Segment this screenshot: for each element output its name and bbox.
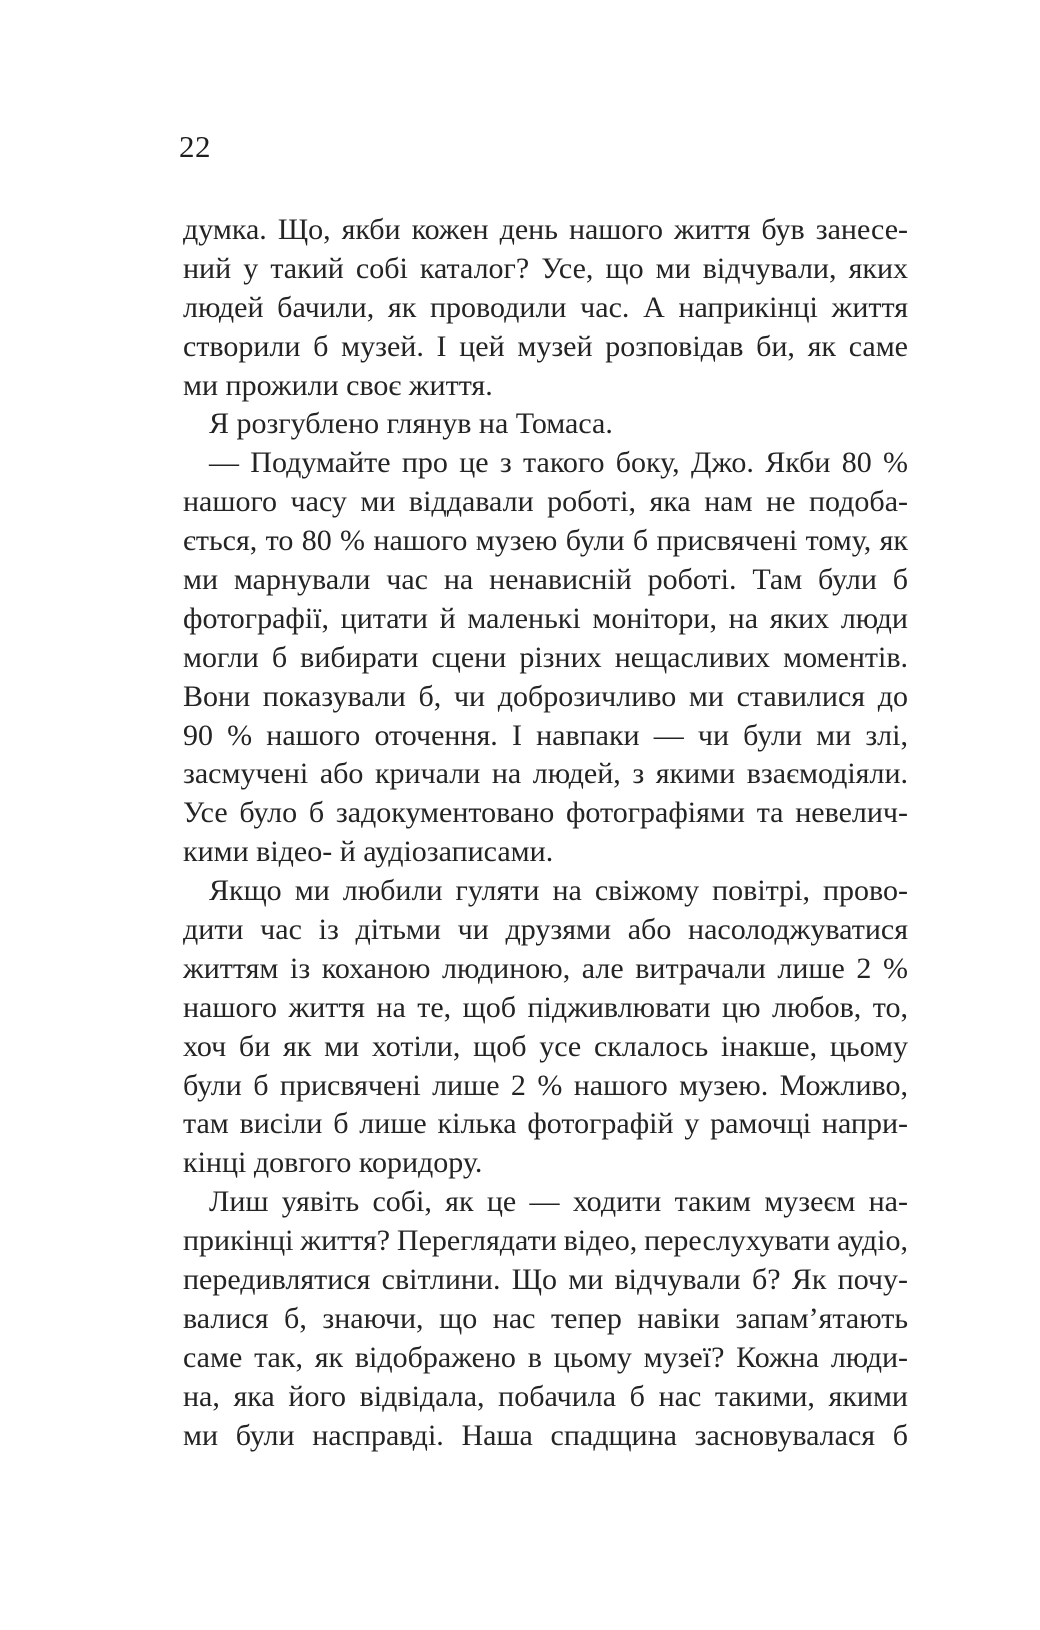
text-line: Лиш уявіть собі, як це — ходити таким музеєм на- <box>209 1185 908 1219</box>
text-line: кими відео- й аудіозаписами. <box>183 835 554 869</box>
text-line: Якщо ми любили гуляти на свіжому повітрі, прово- <box>209 874 908 908</box>
text-line: передивлятися світлини. Що ми відчували б? Як почу- <box>183 1263 908 1297</box>
text-line: Я розгублено глянув на Томаса. <box>209 407 613 441</box>
text-line: нашого часу ми віддавали роботі, яка нам не подоба- <box>183 485 908 519</box>
text-line: створили б музей. І цей музей розповідав би, як саме <box>183 329 908 363</box>
paragraph <box>183 211 908 405</box>
text-line: валися б, знаючи, що нас тепер навіки запам’ятають <box>183 1301 908 1335</box>
text-line: Вони показували б, чи доброзичливо ми ставилися до <box>183 679 908 713</box>
text-line: фотографії, цитати й маленькі монітори, на яких люди <box>183 601 908 635</box>
text-line: ми прожили своє життя. <box>183 368 493 402</box>
text-line: хоч би як ми хотіли, щоб усе склалось інакше, цьому <box>183 1029 908 1063</box>
text-line: прикінці життя? Переглядати відео, переслухувати аудіо, <box>183 1224 908 1258</box>
text-line: Усе було б задокументовано фотографіями та невелич- <box>183 796 908 830</box>
page-number: 22 <box>179 129 211 164</box>
text-line: ється, то 80 % нашого музею були б присвячені тому, як <box>183 524 908 558</box>
text-line: думка. Що, якби кожен день нашого життя був занесе- <box>183 213 908 246</box>
text-line: на, яка його відвідала, побачила б нас такими, якими <box>183 1379 908 1413</box>
text-line: там висіли б лише кілька фотографій у рамочці напри- <box>183 1107 908 1141</box>
text-line: могли б вибирати сцени різних нещасливих моментів. <box>183 640 908 674</box>
text-line: життям із коханою людиною, але витрачали лише 2 % <box>183 951 908 985</box>
text-line: — Подумайте про це з такого боку, Джо. Якби 80 % <box>209 446 908 480</box>
text-line: дити час із дітьми чи друзями або насолоджуватися <box>183 913 908 947</box>
text-line: кінці довгого коридору. <box>183 1146 483 1180</box>
text-line: ний у такий собі каталог? Усе, що ми відчували, яких <box>183 251 908 285</box>
paragraph <box>183 405 908 444</box>
text-line: людей бачили, як проводили час. А наприкінці життя <box>183 290 908 324</box>
text-line: саме так, як відображено в цьому музеї? Кожна люди- <box>183 1340 908 1374</box>
text-line: нашого життя на те, щоб підживлювати цю любов, то, <box>183 990 908 1024</box>
paragraph <box>183 872 908 1183</box>
text-line: ми були насправді. Наша спадщина засновувалася б <box>183 1418 908 1452</box>
text-line: 90 % нашого оточення. І навпаки — чи були ми злі, <box>183 718 908 752</box>
text-line: засмучені або кричали на людей, з якими взаємодіяли. <box>183 757 908 791</box>
paragraph <box>183 1183 908 1455</box>
paragraph <box>183 444 908 872</box>
text-block <box>183 211 908 1456</box>
text-line: були б присвячені лише 2 % нашого музею. Можливо, <box>183 1068 908 1102</box>
text-line: ми марнували час на ненависній роботі. Там були б <box>183 563 908 597</box>
